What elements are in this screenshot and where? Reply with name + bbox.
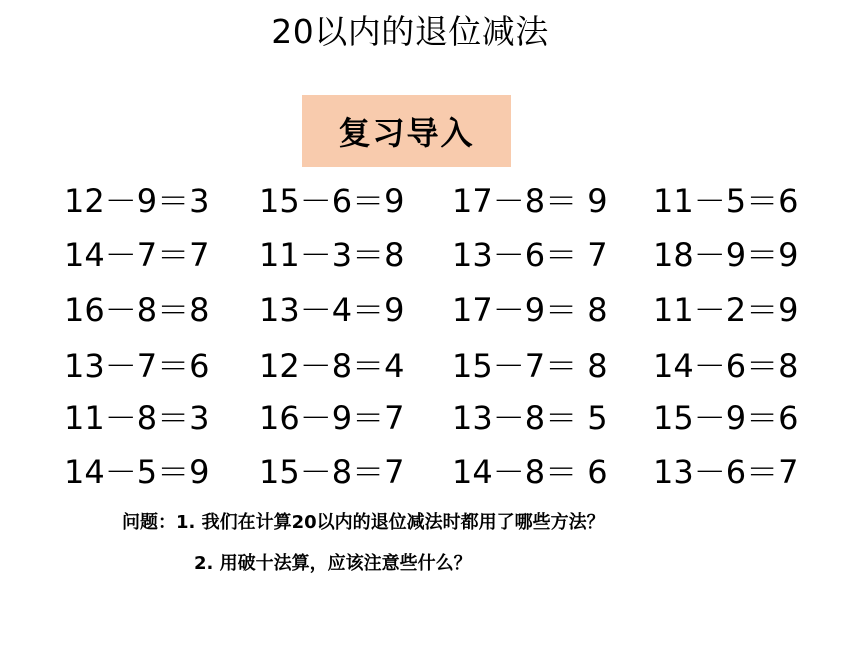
question-2: 2. 用破十法算，应该注意些什么？ — [194, 553, 472, 574]
equation: 17－8＝ 9 — [452, 182, 608, 220]
equation: 11－8＝3 — [64, 399, 210, 437]
equation: 15－8＝7 — [259, 453, 405, 491]
equation: 14－5＝9 — [64, 453, 210, 491]
review-heading-label: 复习导入 — [338, 114, 475, 152]
equation: 13－6＝7 — [653, 453, 799, 491]
equation: 13－8＝ 5 — [452, 399, 608, 437]
equation: 12－9＝3 — [64, 182, 210, 220]
equation: 18－9＝9 — [653, 236, 799, 274]
equation: 11－2＝9 — [653, 291, 799, 329]
equation: 13－4＝9 — [259, 291, 405, 329]
equation: 15－6＝9 — [259, 182, 405, 220]
equation: 13－6＝ 7 — [452, 236, 608, 274]
equation: 13－7＝6 — [64, 347, 210, 385]
equation: 14－6＝8 — [653, 347, 799, 385]
page-title: 20以内的退位减法 — [271, 12, 549, 51]
equation: 14－7＝7 — [64, 236, 210, 274]
equation: 12－8＝4 — [259, 347, 405, 385]
equation: 16－8＝8 — [64, 291, 210, 329]
question-1: 问题：1. 我们在计算20以内的退位减法时都用了哪些方法？ — [122, 512, 605, 533]
equation: 15－7＝ 8 — [452, 347, 608, 385]
equation: 11－3＝8 — [259, 236, 405, 274]
equation: 15－9＝6 — [653, 399, 799, 437]
equation: 11－5＝6 — [653, 182, 799, 220]
equation: 17－9＝ 8 — [452, 291, 608, 329]
equation: 16－9＝7 — [259, 399, 405, 437]
equation: 14－8＝ 6 — [452, 453, 608, 491]
